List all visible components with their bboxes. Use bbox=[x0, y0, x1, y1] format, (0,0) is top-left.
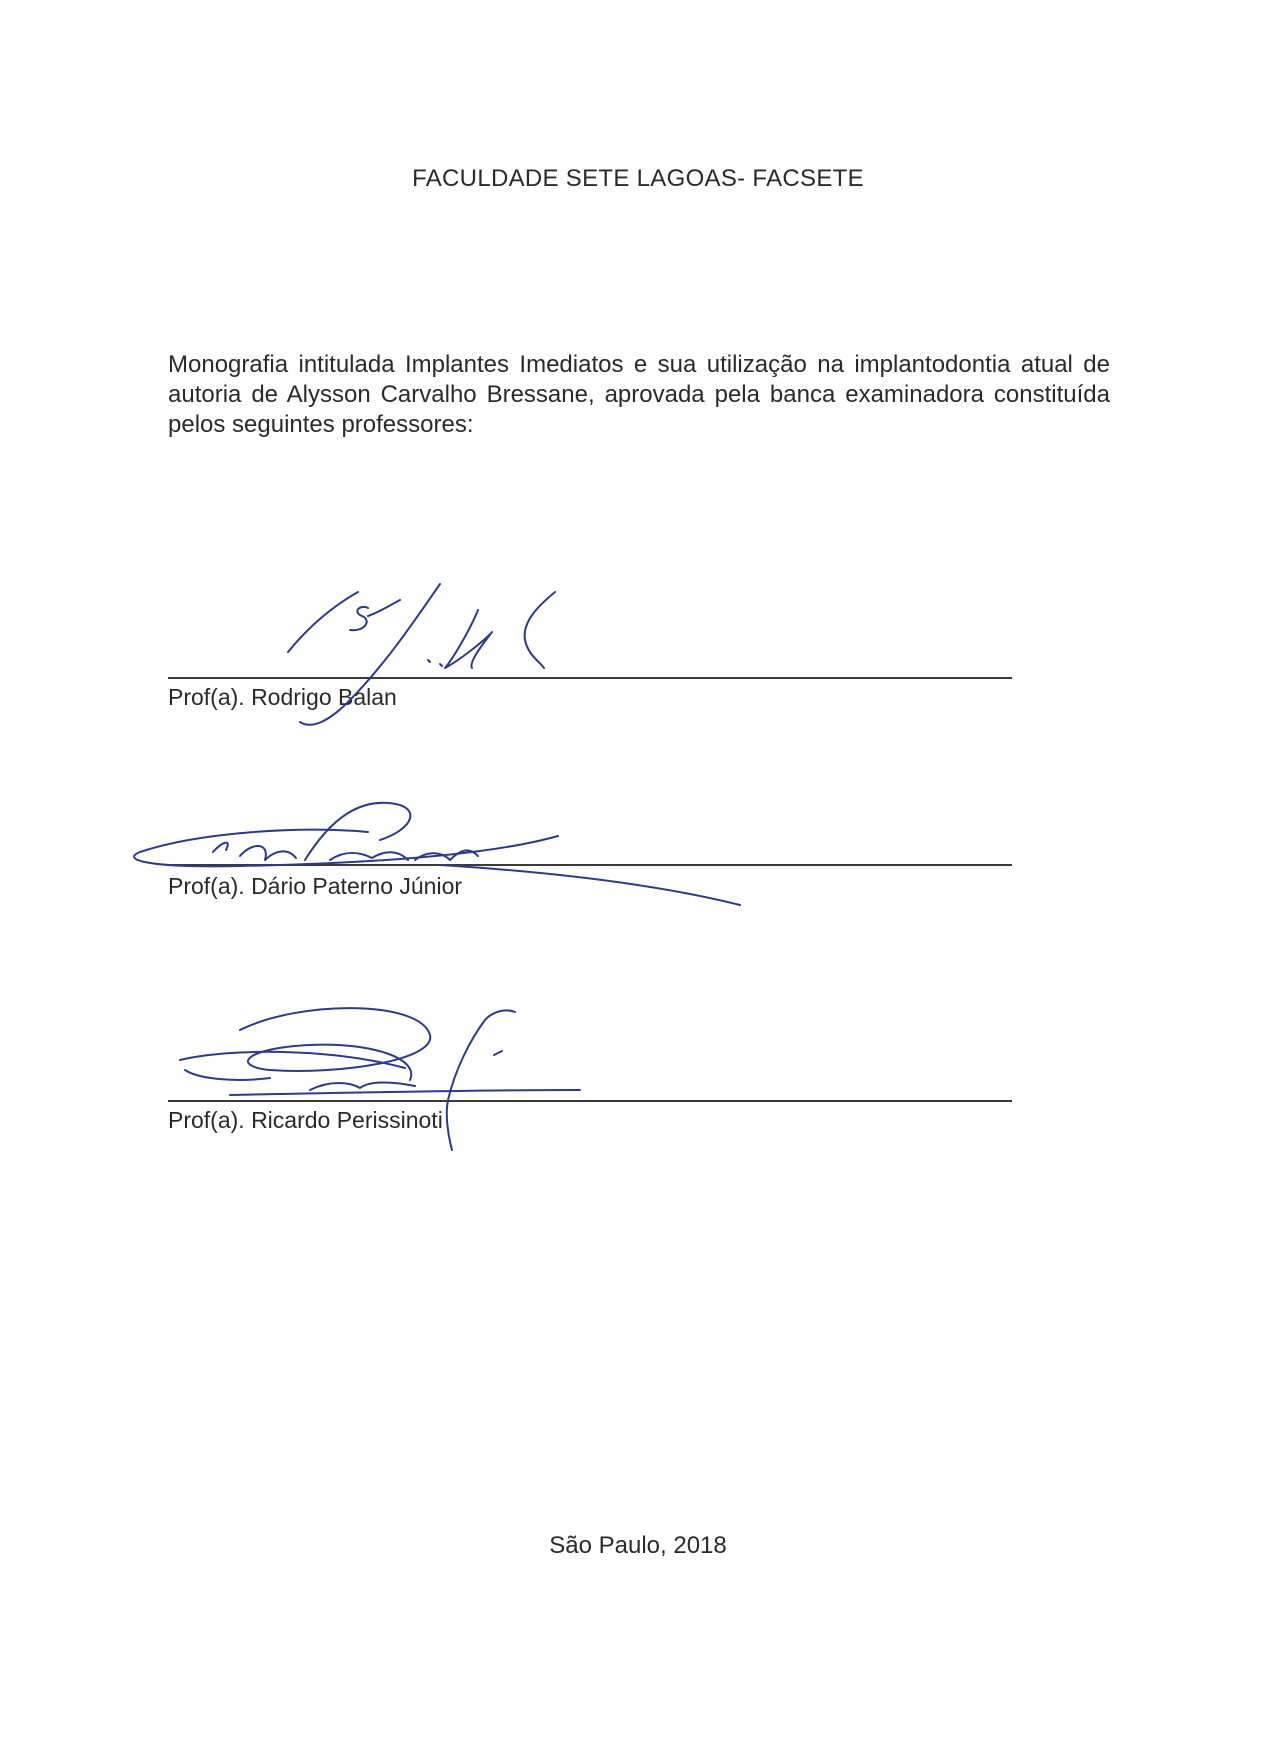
place-and-year: São Paulo, 2018 bbox=[549, 1532, 727, 1559]
approval-statement: Monografia intitulada Implantes Imediatos e sua utilização na implantodontia atual de autoria de Alysson Carvalho Bressane, aprovada pela banca examinadora constituída pelos seguintes professores: bbox=[168, 351, 1110, 438]
signature-line-2 bbox=[168, 864, 1012, 866]
signature-line-3 bbox=[168, 1100, 1012, 1102]
examiner-name-2: Prof(a). Dário Paterno Júnior bbox=[168, 873, 463, 899]
institution-title: FACULDADE SETE LAGOAS- FACSETE bbox=[412, 165, 864, 192]
signature-line-1 bbox=[168, 677, 1012, 679]
examiner-name-1: Prof(a). Rodrigo Balan bbox=[168, 684, 397, 710]
examiner-name-3: Prof(a). Ricardo Perissinoti bbox=[168, 1107, 443, 1133]
